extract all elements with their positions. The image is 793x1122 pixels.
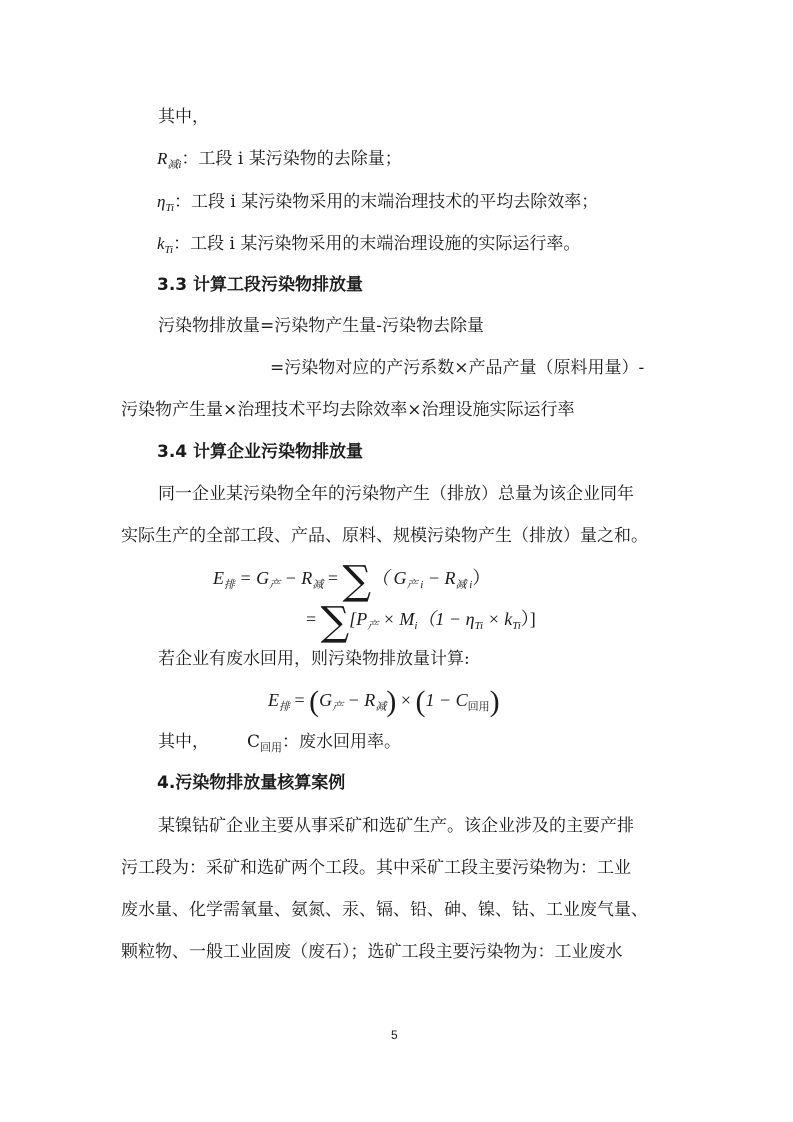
- heading-4: 4.污染物排放量核算案例: [157, 773, 346, 793]
- eq1-r: − R: [280, 568, 313, 588]
- eq3-rparen1: ): [386, 685, 397, 718]
- symbol-r: R: [157, 149, 168, 168]
- eq3-rparen2: ): [489, 685, 500, 718]
- eq2-k: × k: [483, 609, 513, 629]
- equation-3: [268, 685, 500, 718]
- sec33-line1: 污染物排放量=污染物产生量-污染物去除量: [158, 316, 484, 336]
- eq1-r-sub: 减: [312, 579, 324, 591]
- sec4-para-line2: 污工段为：采矿和选矿两个工段。其中采矿工段主要污染物为：工业: [121, 858, 631, 878]
- sec34-para-line2: 实际生产的全部工段、产品、原料、规模污染物产生（排放）量之和。: [121, 526, 648, 546]
- eq2-close: ）]: [520, 609, 536, 629]
- sec4-para-line1: 某镍钴矿企业主要从事采矿和选矿生产。该企业涉及的主要产排: [158, 816, 634, 836]
- eq2-m: × M: [378, 609, 415, 629]
- eq3-equals: =: [290, 690, 310, 710]
- eq1-ri: − R: [423, 568, 456, 588]
- eq2-eta: （1 − η: [417, 609, 475, 629]
- symbol-eta: η: [157, 192, 166, 211]
- symbol-eta-sub: Ti: [165, 202, 175, 214]
- symbol-k-sub: Ti: [164, 244, 174, 256]
- sec4-para-line4: 颗粒物、一般工业固废（废石）；选矿工段主要污染物为：工业废水: [121, 942, 623, 962]
- eq2-p: [P: [349, 609, 368, 629]
- eq3-c-sub: 回用: [467, 701, 490, 713]
- reuse-def-where: 其中，: [158, 732, 209, 752]
- heading-3-4: 3.4 计算企业污染物排放量: [157, 442, 364, 462]
- reuse-def: [158, 731, 401, 759]
- reuse-def-c: C: [247, 732, 261, 752]
- page-number: 5: [391, 1028, 398, 1042]
- reuse-def-text: ：废水回用率。: [282, 732, 402, 752]
- sec4-para-line3: 废水量、化学需氧量、氨氮、汞、镉、铅、砷、镍、钴、工业废气量、: [121, 900, 648, 920]
- reuse-def-c-sub: 回用: [260, 741, 283, 754]
- text-qizhong: 其中，: [158, 107, 209, 127]
- eq3-e: E: [268, 690, 279, 710]
- eq1-gi-sub: 产 i: [406, 579, 424, 591]
- sec33-line3: 污染物产生量×治理技术平均去除效率×治理设施实际运行率: [121, 400, 575, 420]
- eq2-k-sub: Ti: [512, 620, 521, 632]
- def-r-text: ：工段 i 某污染物的去除量；: [181, 149, 402, 169]
- def-eta: [157, 191, 598, 219]
- eq3-r: − R: [343, 690, 376, 710]
- eq2-sigma: ∑: [320, 599, 350, 645]
- def-k: [157, 233, 580, 261]
- sec33-line2: =污染物对应的产污系数×产品产量（原料用量）-: [270, 358, 645, 378]
- eq1-gi: （ G: [371, 568, 407, 588]
- eq1-sigma: ∑: [342, 558, 372, 604]
- def-r: [157, 148, 402, 176]
- reuse-intro: 若企业有废水回用，则污染物排放量计算:: [158, 649, 470, 669]
- eq3-g: G: [319, 690, 333, 710]
- equation-1: [213, 558, 491, 604]
- heading-3-3: 3.3 计算工段污染物排放量: [157, 275, 364, 295]
- eq3-c: 1 − C: [425, 690, 468, 710]
- equation-2: [306, 599, 536, 645]
- eq1-equals: =: [323, 568, 343, 588]
- eq2-eta-sub: Ti: [474, 620, 484, 632]
- eq2-equals: =: [306, 609, 321, 629]
- eq3-r-sub: 减: [375, 701, 387, 713]
- eq3-lparen2: (: [415, 685, 426, 718]
- eq3-times: ×: [396, 690, 416, 710]
- def-eta-text: ：工段 i 某污染物采用的末端治理技术的平均去除效率；: [174, 192, 599, 212]
- symbol-k: k: [157, 234, 165, 253]
- sec34-para-line1: 同一企业某污染物全年的污染物产生（排放）总量为该企业同年: [158, 484, 634, 504]
- eq1-ri-sub: 减 i: [455, 579, 473, 591]
- def-k-text: ：工段 i 某污染物采用的末端治理设施的实际运行率。: [173, 234, 581, 254]
- symbol-r-sub: 减i: [167, 159, 182, 171]
- eq1-e-sub: 排: [224, 579, 235, 591]
- eq1-g-sub: 产: [269, 579, 281, 591]
- eq3-lparen1: (: [309, 685, 320, 718]
- eq1-g: = G: [235, 568, 270, 588]
- eq2-m-sub: i: [414, 620, 418, 632]
- eq2-p-sub: 产: [367, 620, 379, 632]
- eq1-e: E: [213, 568, 224, 588]
- eq3-e-sub: 排: [279, 701, 290, 713]
- eq3-g-sub: 产: [332, 701, 344, 713]
- eq1-close: ）: [472, 568, 491, 588]
